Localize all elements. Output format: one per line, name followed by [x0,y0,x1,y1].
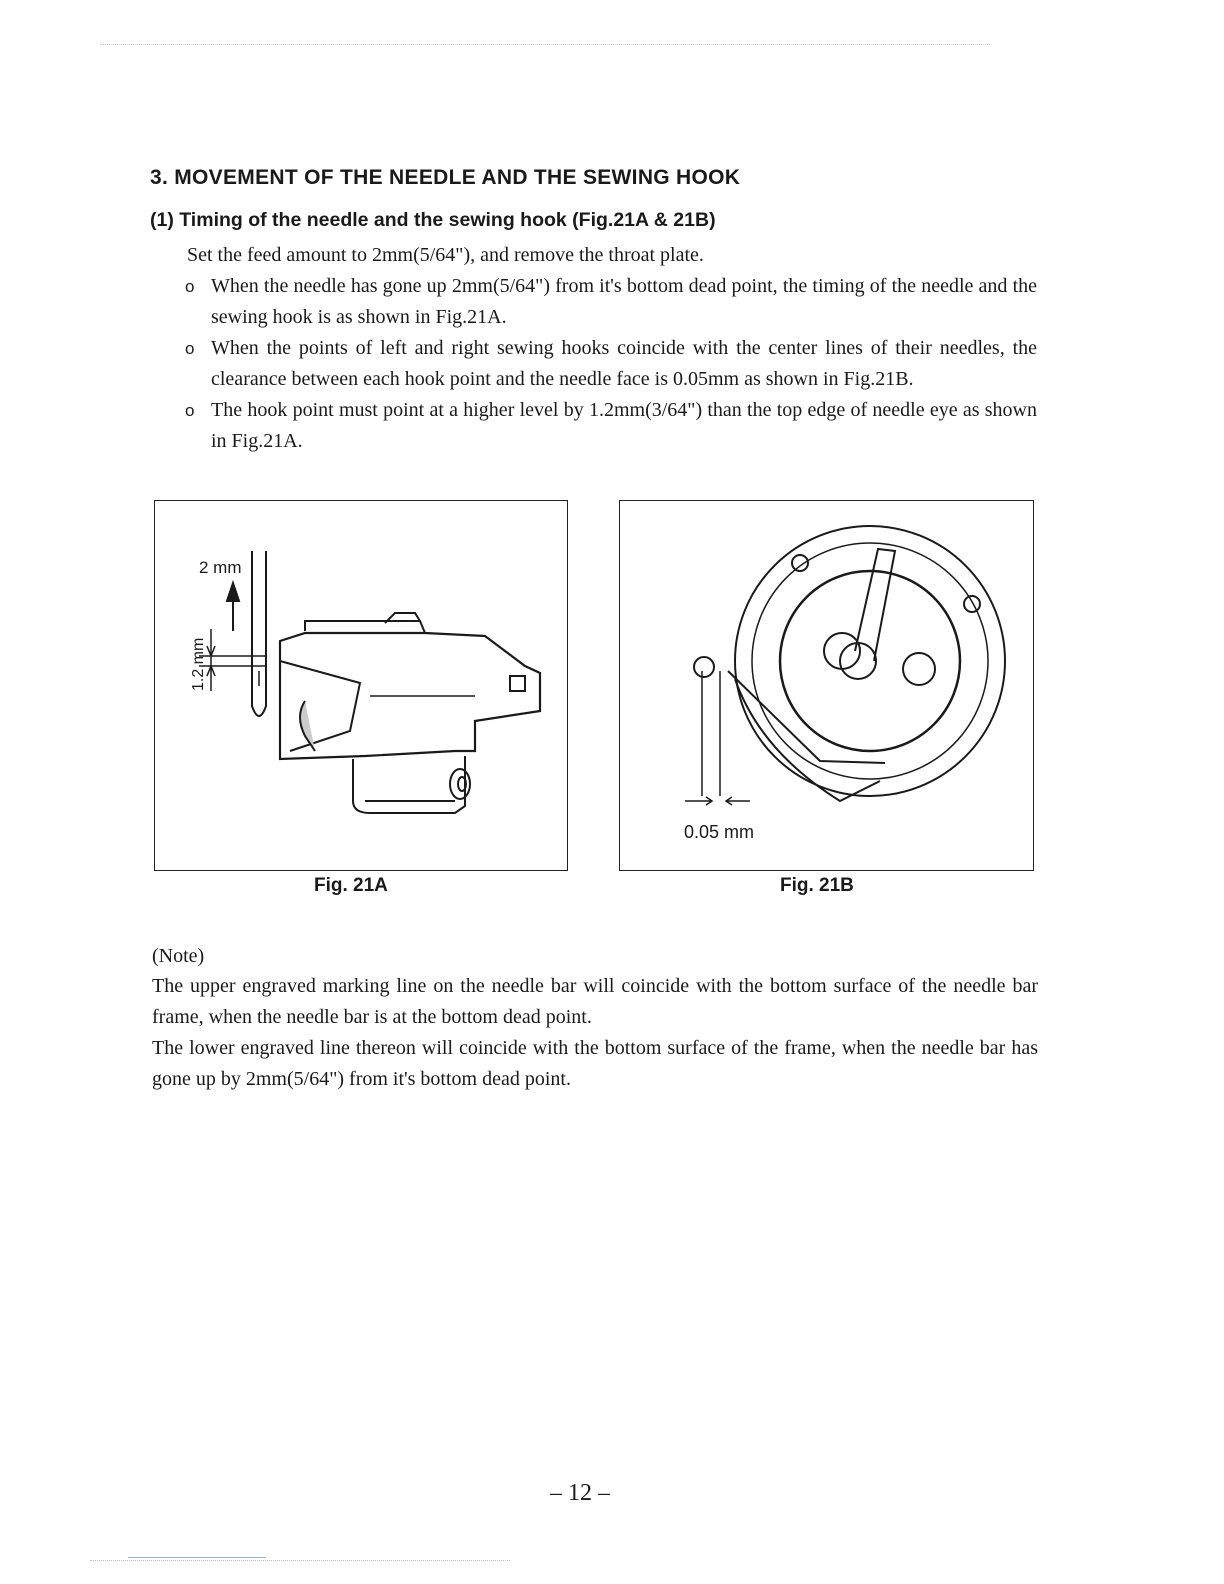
list-item [185,395,1037,457]
label-2mm: 2 mm [199,558,242,577]
figure-21b-drawing [620,501,1033,870]
figure-21a-drawing [155,501,567,870]
note-heading: (Note) [152,945,205,967]
list-item-text: When the needle has gone up 2mm(5/64") from it's bottom dead point, the timing of the needle and the sewing hook is as shown in Fig.21A. [211,275,1037,328]
figure-21a [154,500,568,871]
subsection-title: (1) Timing of the needle and the sewing hook (Fig.21A & 21B) [150,209,716,231]
intro-text: Set the feed amount to 2mm(5/64"), and remove the throat plate. [187,244,704,266]
bullet-marker: o [185,277,195,296]
scan-artifact-bottom-blue [128,1557,266,1558]
bullet-marker: o [185,401,195,420]
label-0-05mm: 0.05 mm [684,822,755,842]
scan-artifact-top [100,44,990,45]
figure-21a-caption: Fig. 21A [314,875,388,896]
list-item-text: When the points of left and right sewing hooks coincide with the center lines of their needles, the clearance between each hook point and the needle face is 0.05mm as shown in Fig.21B. [211,337,1037,390]
figure-21b [619,500,1034,871]
note-paragraph: The lower engraved line thereon will coincide with the bottom surface of the frame, when the needle bar has gone up by 2mm(5/64") from it's bottom dead point. [152,1037,1038,1090]
instruction-list [185,271,1037,457]
list-item [185,333,1037,395]
scan-artifact-bottom [90,1560,510,1561]
list-item-text: The hook point must point at a higher level by 1.2mm(3/64") than the top edge of needle eye as shown in Fig.21A. [211,399,1037,452]
page-number: – 12 – [550,1480,610,1506]
label-1-2mm: 1.2 mm [190,637,207,691]
needle-illustration [252,551,266,716]
note-body [152,971,1038,1095]
list-item [185,271,1037,333]
note-paragraph: The upper engraved marking line on the needle bar will coincide with the bottom surface of the needle bar frame, when the needle bar is at the bottom dead point. [152,975,1038,1028]
bullet-marker: o [185,339,195,358]
figure-21b-caption: Fig. 21B [780,875,854,896]
hook-race-outer [735,526,1005,796]
section-title: 3. MOVEMENT OF THE NEEDLE AND THE SEWING HOOK [150,166,741,189]
